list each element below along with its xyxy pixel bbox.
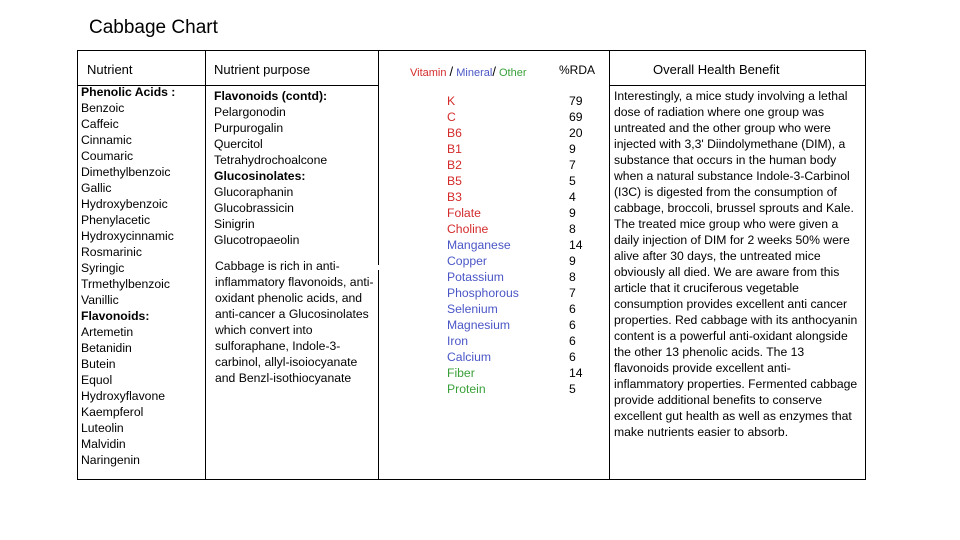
nutrient-item: Rosmarinic (81, 245, 142, 259)
header-divider-4 (609, 85, 866, 86)
nutrient-item: Luteolin (81, 421, 124, 435)
rda-value: 6 (569, 334, 576, 348)
header-legend (410, 64, 527, 81)
rda-nutrient-list (447, 93, 519, 397)
column-divider-3 (609, 50, 610, 480)
nutrient-item: Flavonoids: (81, 309, 150, 323)
purpose-item: Glucoraphanin (214, 185, 294, 199)
nutrient-item: Hydroxyflavone (81, 389, 165, 403)
rda-nutrient-name: Selenium (447, 302, 498, 316)
rda-nutrient-name: Fiber (447, 366, 475, 380)
rda-nutrient-name: Potassium (447, 270, 504, 284)
rda-nutrient-name: Phosphorous (447, 286, 519, 300)
legend-separator: / (449, 64, 454, 79)
rda-value: 14 (569, 238, 583, 252)
rda-nutrient-name: Choline (447, 222, 489, 236)
rda-value: 7 (569, 158, 576, 172)
nutrient-item: Betanidin (81, 341, 132, 355)
nutrient-item: Naringenin (81, 453, 140, 467)
rda-value: 9 (569, 142, 576, 156)
nutrient-item: Malvidin (81, 437, 126, 451)
legend-vitamin: Vitamin (410, 67, 447, 79)
rda-nutrient-name: Magnesium (447, 318, 510, 332)
nutrient-item: Kaempferol (81, 405, 144, 419)
purpose-item: Glucobrassicin (214, 201, 294, 215)
rda-value: 8 (569, 222, 576, 236)
column-divider-1 (205, 50, 206, 480)
rda-value: 6 (569, 318, 576, 332)
rda-nutrient-name: Folate (447, 206, 481, 220)
nutrient-item: Artemetin (81, 325, 134, 339)
rda-nutrient-name: B5 (447, 174, 462, 188)
nutrient-item: Dimethylbenzoic (81, 165, 171, 179)
nutrient-item: Butein (81, 357, 116, 371)
rda-value: 4 (569, 190, 576, 204)
header-nutrient: Nutrient (87, 62, 133, 77)
header-purpose: Nutrient purpose (214, 62, 311, 77)
purpose-item: Purpurogalin (214, 121, 284, 135)
nutrient-item: Cinnamic (81, 133, 132, 147)
rda-nutrient-name: B6 (447, 126, 462, 140)
rda-value: 9 (569, 254, 576, 268)
nutrient-item: Caffeic (81, 117, 119, 131)
legend-other: Other (499, 67, 527, 79)
nutrient-item: Vanillic (81, 293, 119, 307)
rda-nutrient-name: K (447, 94, 456, 108)
purpose-item: Tetrahydrochoalcone (214, 153, 328, 167)
nutrient-item: Syringic (81, 261, 125, 275)
nutrient-item: Hydroxybenzoic (81, 197, 168, 211)
nutrient-item: Benzoic (81, 101, 125, 115)
nutrient-item: Equol (81, 373, 113, 387)
rda-nutrient-name: Manganese (447, 238, 511, 252)
rda-value: 6 (569, 350, 576, 364)
column-divider-2 (378, 50, 379, 265)
nutrient-item: Gallic (81, 181, 112, 195)
header-divider-2 (205, 85, 379, 86)
nutrient-item: Phenylacetic (81, 213, 151, 227)
nutrient-item: Coumaric (81, 149, 134, 163)
purpose-item: Quercitol (214, 137, 263, 151)
column-divider-2-lower (378, 270, 379, 480)
purpose-item: Glucosinolates: (214, 169, 306, 183)
header-benefit: Overall Health Benefit (653, 62, 780, 77)
nutrient-list (81, 84, 175, 468)
purpose-item: Glucotropaeolin (214, 233, 300, 247)
page-title: Cabbage Chart (89, 17, 218, 38)
rda-nutrient-name: Calcium (447, 350, 492, 364)
rda-nutrient-name: B1 (447, 142, 462, 156)
rda-value: 9 (569, 206, 576, 220)
purpose-item: Sinigrin (214, 217, 255, 231)
rda-nutrient-name: B3 (447, 190, 462, 204)
rda-nutrient-name: C (447, 110, 456, 124)
purpose-item: Flavonoids (contd): (214, 89, 328, 103)
legend-mineral: Mineral (456, 67, 493, 79)
legend-separator: / (492, 64, 496, 79)
rda-value: 14 (569, 366, 583, 380)
table-border-left (77, 50, 78, 480)
rda-nutrient-name: Copper (447, 254, 487, 268)
rda-value-list (569, 93, 583, 397)
rda-nutrient-name: Iron (447, 334, 469, 348)
purpose-list (214, 88, 327, 248)
rda-value: 20 (569, 126, 583, 140)
nutrient-item: Hydroxycinnamic (81, 229, 174, 243)
rda-value: 7 (569, 286, 576, 300)
benefit-paragraph: Interestingly, a mice study involving a lethal dose of radiation where one group was untreated and the other group who were injected with 3,3' Diindolymethane (DIM), a substance that occurs in the human body when a natural substance Indole-3-Carbinol (I3C) is digested from the consumption of cabbage, broccoli, brussel sprouts and Kale. The treated mice group who were given a daily injection of DIM for 2 weeks 50% were alive after 30 days, the untreated mice obviously all died. We are aware from this article that it cruciferous vegetable consumption provides excellent anti cancer properties. Red cabbage with its anthocyanin content is a powerful anti-oxidant alongside the other 13 phenolic acids. The 13 flavonoids provide excellent anti-inflammatory properties. Fermented cabbage provide additional benefits to conserve excellent gut health as well as enzymes that make nutrients easier to absorb. (614, 89, 858, 439)
header-rda: %RDA (559, 63, 596, 77)
rda-value: 69 (569, 110, 583, 124)
rda-value: 5 (569, 382, 576, 396)
rda-nutrient-name: Protein (447, 382, 486, 396)
purpose-item: Pelargonodin (214, 105, 286, 119)
rda-value: 5 (569, 174, 576, 188)
table-border-right (865, 50, 866, 480)
purpose-paragraph: Cabbage is rich in anti-inflammatory flavonoids, anti-oxidant phenolic acids, and anti-cancer a Glucosinolates which convert into sulforaphane, Indole-3-carbinol, allyl-isoiocyanate and Benzl-isothiocyanate (215, 259, 374, 385)
rda-value: 6 (569, 302, 576, 316)
rda-nutrient-name: B2 (447, 158, 462, 172)
rda-value: 8 (569, 270, 576, 284)
nutrient-item: Phenolic Acids : (81, 85, 176, 99)
nutrient-item: Trmethylbenzoic (81, 277, 170, 291)
rda-value: 79 (569, 94, 583, 108)
